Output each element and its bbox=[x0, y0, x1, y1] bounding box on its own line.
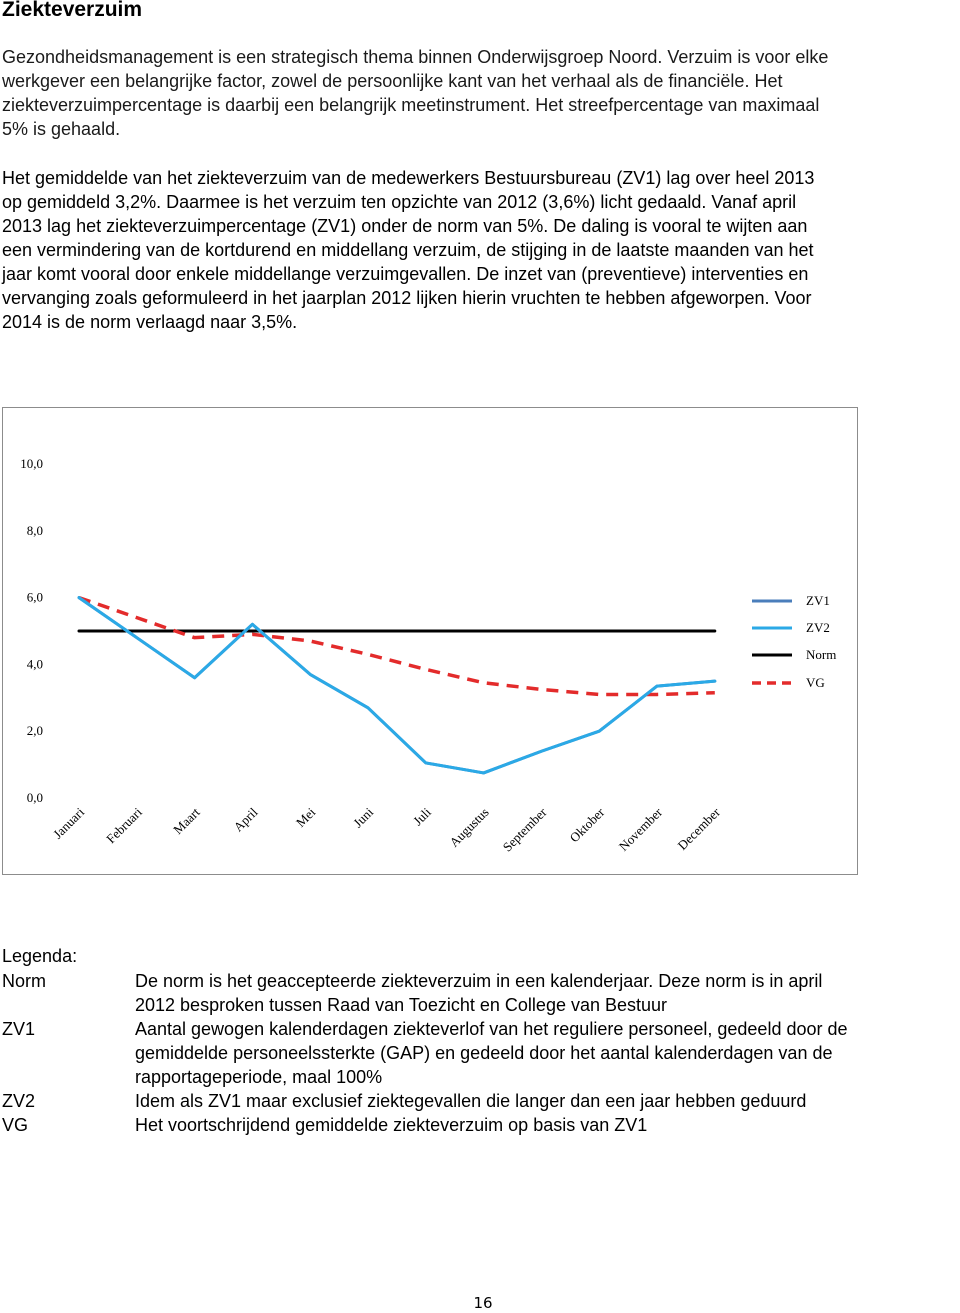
x-tick-label: Februari bbox=[103, 804, 145, 847]
intro-line: ziekteverzuimpercentage is daarbij een belangrijk meetinstrument. Het streefpercentage van maximaal bbox=[2, 95, 820, 115]
legend-definition-vg bbox=[135, 1113, 647, 1137]
x-tick-label: Juli bbox=[410, 804, 434, 829]
body-line: 2014 is de norm verlaagd naar 3,5%. bbox=[2, 312, 298, 332]
legend-definition-norm bbox=[135, 969, 822, 1017]
definition-line: De norm is het geaccepteerde ziekteverzuim in een kalenderjaar. Deze norm is in april bbox=[135, 971, 823, 991]
x-tick-label: Maart bbox=[170, 804, 203, 838]
y-tick-label: 2,0 bbox=[26, 723, 43, 739]
absence-chart bbox=[2, 407, 858, 875]
body-paragraph bbox=[2, 166, 952, 334]
x-tick-label: Januari bbox=[49, 804, 88, 842]
x-tick-label: April bbox=[230, 804, 261, 835]
x-tick-label: September bbox=[499, 804, 550, 855]
legend-label-norm: Norm bbox=[806, 647, 837, 662]
body-line: een vermindering van de kortdurend en middellang verzuim, de stijging in de laatste maanden van het bbox=[2, 240, 814, 260]
legend-term-zv1: ZV1 bbox=[2, 1019, 36, 1039]
y-tick-label: 10,0 bbox=[20, 456, 43, 471]
definition-line: gemiddelde personeelssterkte (GAP) en gedeeld door het aantal kalenderdagen van de bbox=[135, 1043, 833, 1063]
definition-line: rapportageperiode, maal 100% bbox=[135, 1067, 383, 1087]
series-line-vg bbox=[79, 598, 715, 695]
x-tick-label: Juni bbox=[350, 804, 377, 831]
definition-line: Idem als ZV1 maar exclusief ziektegevallen die langer dan een jaar hebben geduurd bbox=[135, 1091, 807, 1111]
body-line: vervanging zoals geformuleerd in het jaarplan 2012 lijken hierin vruchten te hebben afgeworpen. Voor bbox=[2, 288, 812, 308]
y-tick-label: 4,0 bbox=[26, 656, 43, 672]
body-line: Het gemiddelde van het ziekteverzuim van de medewerkers Bestuursbureau (ZV1) lag over heel 2013 bbox=[2, 168, 815, 188]
y-tick-label: 8,0 bbox=[26, 522, 43, 538]
definition-line: 2012 besproken tussen Raad van Toezicht en College van Bestuur bbox=[135, 995, 668, 1015]
body-line: op gemiddeld 3,2%. Daarmee is het verzuim ten opzichte van 2012 (3,6%) licht gedaald. Vanaf april bbox=[2, 192, 797, 212]
absence-chart-svg bbox=[3, 408, 857, 874]
x-tick-label: December bbox=[674, 804, 723, 853]
section-title: Ziekteverzuim bbox=[2, 0, 143, 21]
x-tick-label: Augustus bbox=[446, 804, 492, 850]
definition-line: Het voortschrijdend gemiddelde ziekteverzuim op basis van ZV1 bbox=[135, 1115, 648, 1135]
series-line-zv1 bbox=[79, 598, 715, 773]
legend-label-zv1: ZV1 bbox=[806, 593, 830, 608]
y-tick-label: 6,0 bbox=[26, 589, 43, 605]
legend-label-zv2: ZV2 bbox=[806, 620, 830, 635]
body-line: 2013 lag het ziekteverzuimpercentage (ZV1) onder de norm van 5%. De daling is vooral te wijten aan bbox=[2, 216, 808, 236]
definition-line: Aantal gewogen kalenderdagen ziekteverlof van het reguliere personeel, gedeeld door de bbox=[135, 1019, 848, 1039]
y-tick-label: 0,0 bbox=[26, 790, 43, 805]
legend-definition-zv1 bbox=[135, 1017, 848, 1089]
legend-term-vg: VG bbox=[2, 1115, 29, 1135]
body-line: jaar komt vooral door enkele middellange verzuimgevallen. De inzet van (preventieve) interventies en bbox=[2, 264, 809, 284]
page-number: 16 bbox=[473, 1294, 493, 1312]
legend-label-vg: VG bbox=[806, 675, 825, 690]
legend-term-zv2: ZV2 bbox=[2, 1091, 36, 1111]
intro-line: 5% is gehaald. bbox=[2, 119, 121, 139]
x-tick-label: November bbox=[615, 804, 666, 854]
x-tick-label: Oktober bbox=[566, 804, 608, 846]
intro-line: Gezondheidsmanagement is een strategisch thema binnen Onderwijsgroep Noord. Verzuim is voor elke bbox=[2, 47, 829, 67]
x-tick-label: Mei bbox=[292, 804, 319, 830]
series-line-zv2 bbox=[79, 598, 715, 773]
intro-paragraph bbox=[2, 45, 952, 141]
legend-title: Legenda: bbox=[2, 946, 78, 966]
legend-definition-zv2 bbox=[135, 1089, 806, 1113]
legend-term-norm: Norm bbox=[2, 971, 46, 991]
intro-line: werkgever een belangrijke factor, zowel de persoonlijke kant van het verhaal als de financiële. Het bbox=[2, 71, 783, 91]
